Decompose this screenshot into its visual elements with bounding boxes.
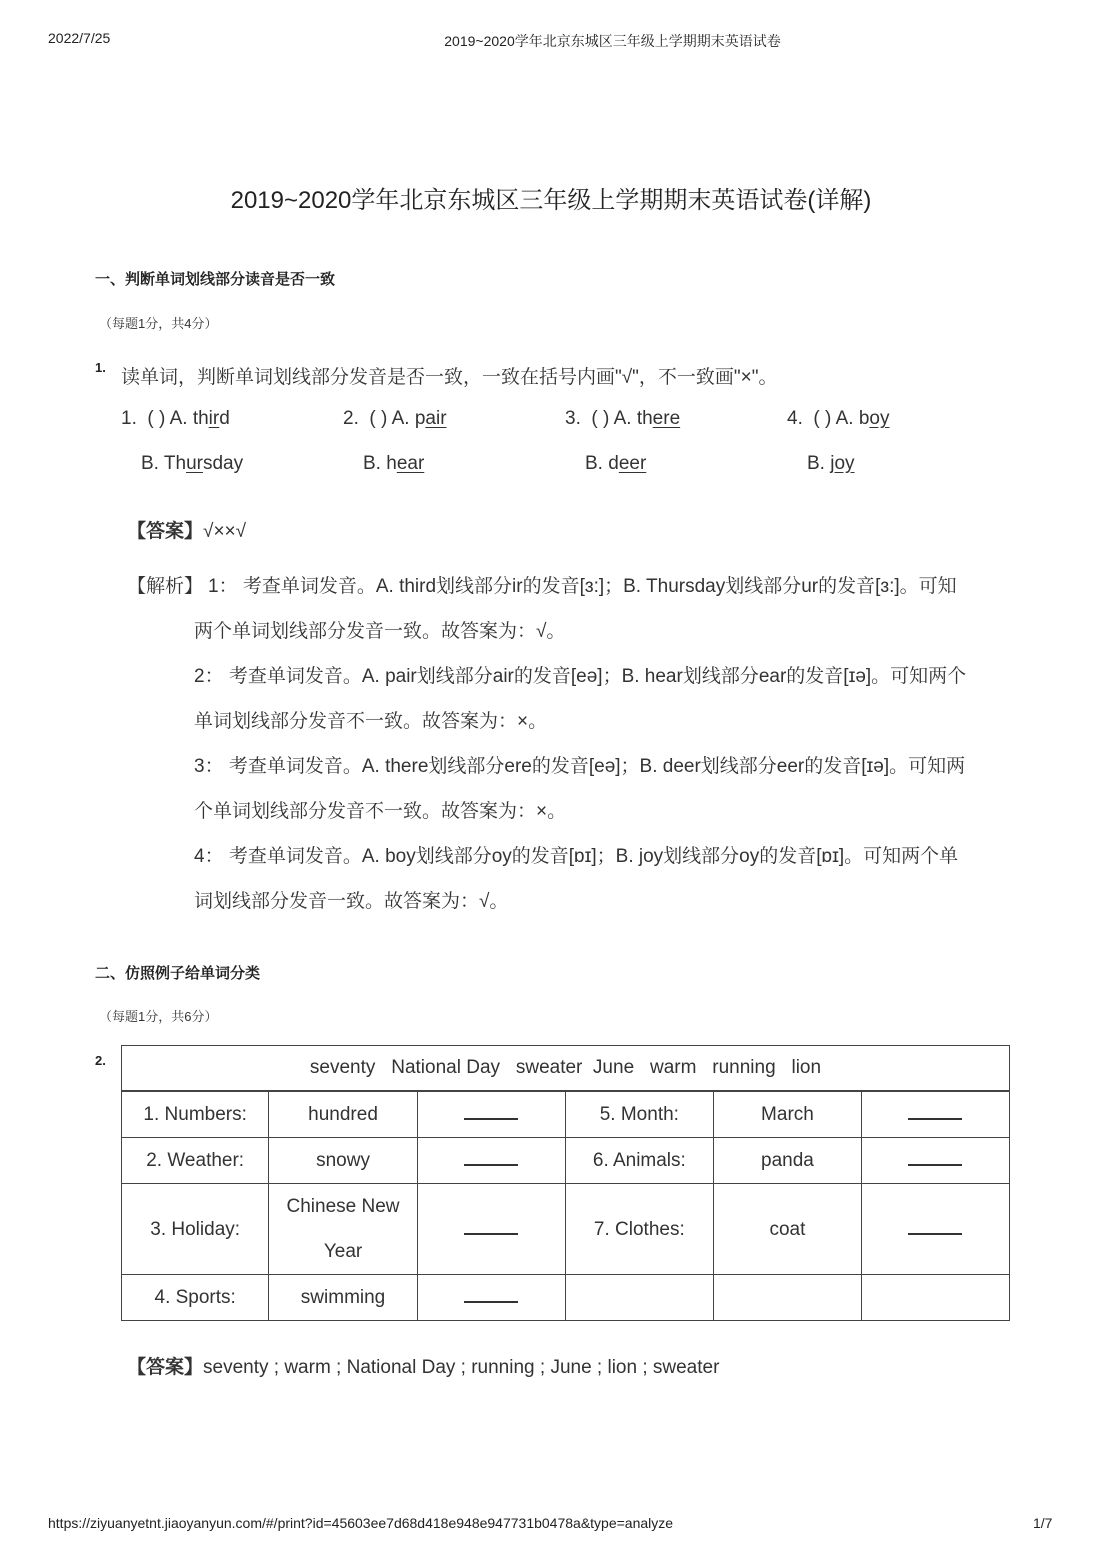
answer-blank[interactable] (908, 1219, 962, 1235)
item2-b-underlined: ear (396, 453, 425, 474)
item3-a-underlined: ere (652, 408, 681, 429)
item1-number: 1. (121, 408, 137, 429)
classification-table (121, 1045, 1010, 1321)
category-label: 1. Numbers: (122, 1091, 269, 1138)
item2-a-underlined: air (425, 408, 447, 429)
analysis-4-line1: 4： 考查单词发音。A. boy划线部分oy的发音[ɒɪ]；B. joy划线部分oy的发音[ɒɪ]。可知两个单 (194, 846, 959, 867)
item1-b-prefix: B. Th (141, 453, 187, 474)
item4-paren: ( ) (813, 408, 832, 429)
answer-blank-cell[interactable] (861, 1138, 1009, 1184)
question2-number: 2. (95, 1053, 106, 1068)
table-row (122, 1138, 1010, 1184)
answer-blank-cell[interactable] (417, 1184, 565, 1275)
page-title: 2019~2020学年北京东城区三年级上学期期末英语试卷(详解) (230, 187, 872, 214)
empty-cell (565, 1275, 713, 1321)
item2-b-prefix: B. h (363, 453, 397, 474)
item1-a-suffix: d (219, 408, 230, 429)
item1-a-underlined: ir (208, 408, 220, 429)
item4-a-underlined: oy (869, 408, 890, 429)
item4-b-prefix: B. (807, 453, 831, 474)
answer-blank-cell[interactable] (861, 1184, 1009, 1275)
item1-b-underlined: ur (186, 453, 203, 474)
print-date: 2022/7/25 (48, 30, 111, 46)
analysis-3-line1: 3： 考查单词发音。A. there划线部分ere的发音[eə]；B. deer划线部分eer的发音[ɪə]。可知两 (194, 756, 966, 777)
question1-instruction: 读单词，判断单词划线部分发音是否一致，一致在括号内画"√"，不一致画"×"。 (121, 367, 778, 388)
section1-score-note: （每题1分，共4分） (99, 316, 218, 331)
category-label: 7. Clothes: (565, 1184, 713, 1275)
category-label: 2. Weather: (122, 1138, 269, 1184)
answer-value: seventy ; warm ; National Day ; running ; June ; lion ; sweater (203, 1357, 720, 1378)
answer-blank-cell[interactable] (417, 1275, 565, 1321)
footer-url[interactable]: https://ziyuanyetnt.jiaoyanyun.com/#/print?id=45603ee7d68d418e948e947731b0478a&type=analyze (48, 1515, 674, 1531)
category-label: 4. Sports: (122, 1275, 269, 1321)
answer-blank-cell[interactable] (417, 1138, 565, 1184)
answer-blank-cell[interactable] (861, 1091, 1009, 1138)
category-example: swimming (269, 1275, 417, 1321)
analysis-3-line2: 个单词划线部分发音不一致。故答案为：×。 (194, 801, 567, 822)
answer-blank-cell[interactable] (417, 1091, 565, 1138)
item3-option-b (585, 453, 646, 475)
answer-blank[interactable] (908, 1104, 962, 1120)
item2-a-prefix: A. p (391, 408, 426, 429)
item3-paren: ( ) (591, 408, 610, 429)
empty-cell (861, 1275, 1009, 1321)
page-number: 1/7 (1033, 1515, 1053, 1531)
category-example: coat (713, 1184, 861, 1275)
analysis-label: 【解析】 (127, 576, 204, 597)
category-example: hundred (269, 1091, 417, 1138)
table-row (122, 1184, 1010, 1275)
item3-option-a (565, 408, 680, 430)
answer-value: √××√ (203, 521, 247, 542)
empty-cell (713, 1275, 861, 1321)
item4-a-prefix: A. b (835, 408, 870, 429)
item3-a-prefix: A. th (613, 408, 653, 429)
item3-b-underlined: eer (618, 453, 647, 474)
category-label: 5. Month: (565, 1091, 713, 1138)
answer-blank[interactable] (464, 1219, 518, 1235)
question1-number: 1. (95, 360, 106, 375)
item2-option-b (363, 453, 424, 475)
answer-blank[interactable] (464, 1104, 518, 1120)
item1-b-suffix: sday (202, 453, 244, 474)
analysis-2-line2: 单词划线部分发音不一致。故答案为：×。 (194, 711, 548, 732)
question1-answer (127, 516, 246, 543)
section1-heading: 一、判断单词划线部分读音是否一致 (95, 271, 336, 288)
word-bank: seventy National Day sweater June warm running lion (122, 1046, 1010, 1092)
answer-blank[interactable] (464, 1150, 518, 1166)
analysis-2-line1: 2： 考查单词发音。A. pair划线部分air的发音[eə]；B. hear划线部分ear的发音[ɪə]。可知两个 (194, 666, 967, 687)
item3-number: 3. (565, 408, 581, 429)
analysis-1-line2: 两个单词划线部分发音一致。故答案为：√。 (194, 621, 566, 642)
answer-blank[interactable] (908, 1150, 962, 1166)
table-row (122, 1091, 1010, 1138)
category-example: panda (713, 1138, 861, 1184)
analysis-4-line2: 词划线部分发音一致。故答案为：√。 (194, 891, 509, 912)
item2-number: 2. (343, 408, 359, 429)
item1-a-prefix: A. th (169, 408, 209, 429)
analysis-1-line1: 1： 考查单词发音。A. third划线部分ir的发音[ɜ:]；B. Thursday划线部分ur的发音[ɜ:]。可知 (208, 576, 957, 597)
section2-score-note: （每题1分，共6分） (99, 1009, 218, 1024)
item4-number: 4. (787, 408, 803, 429)
answer-label: 【答案】 (127, 521, 204, 542)
table-row (122, 1275, 1010, 1321)
section2-heading: 二、仿照例子给单词分类 (95, 965, 261, 982)
category-example: Chinese New Year (269, 1184, 417, 1275)
item1-option-b (141, 453, 243, 475)
item1-paren: ( ) (147, 408, 166, 429)
category-label: 6. Animals: (565, 1138, 713, 1184)
answer-label: 【答案】 (127, 1357, 204, 1378)
item4-option-a (787, 408, 889, 430)
print-doc-title: 2019~2020学年北京东城区三年级上学期期末英语试卷 (444, 33, 781, 49)
item4-option-b (807, 453, 855, 475)
item2-option-a (343, 408, 447, 430)
question2-answer (127, 1352, 719, 1379)
item1-option-a (121, 408, 230, 430)
word-bank-row (122, 1046, 1010, 1092)
category-example: snowy (269, 1138, 417, 1184)
category-label: 3. Holiday: (122, 1184, 269, 1275)
category-example: March (713, 1091, 861, 1138)
item3-b-prefix: B. d (585, 453, 619, 474)
item4-b-underlined: joy (830, 453, 855, 474)
answer-blank[interactable] (464, 1287, 518, 1303)
item2-paren: ( ) (369, 408, 388, 429)
